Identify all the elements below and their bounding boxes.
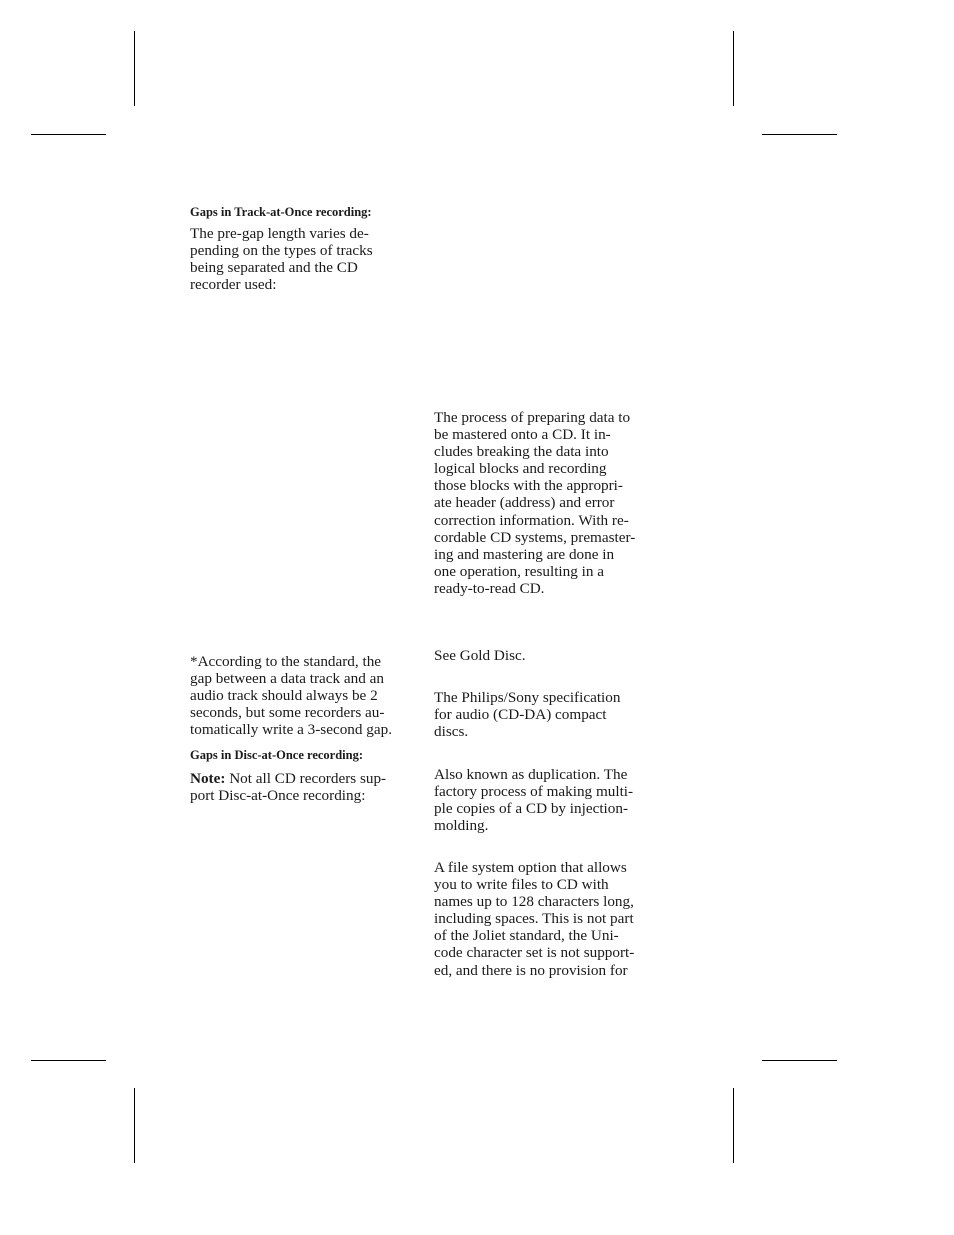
crop-mark-bottom-left-vertical (134, 1088, 135, 1163)
red-book-definition: The Philips/Sony specification for audio (CD-DA) compact discs. (434, 689, 621, 741)
crop-mark-bottom-right-horizontal (762, 1060, 837, 1061)
crop-mark-bottom-left-horizontal (31, 1060, 106, 1061)
see-gold-disc: See Gold Disc. (434, 647, 526, 664)
disc-at-once-note (190, 770, 422, 804)
crop-mark-top-right-horizontal (762, 134, 837, 135)
crop-mark-top-left-horizontal (31, 134, 106, 135)
crop-mark-top-right-vertical (733, 31, 734, 106)
disc-at-once-heading: Gaps in Disc-at-Once recording: (190, 748, 364, 762)
gap-footnote: *According to the standard, the gap between a data track and an audio track should always be 2 seconds, but some recorders au- tomatically write a 3-second gap. (190, 653, 393, 739)
note-label: Note: (190, 770, 226, 787)
replication-definition: Also known as duplication. The factory process of making multi- ple copies of a CD by injection- molding. (434, 766, 634, 835)
crop-mark-top-left-vertical (134, 31, 135, 106)
file-system-definition: A file system option that allows you to write files to CD with names up to 128 characters long, including spaces. This is not part of the Joliet standard, the Uni- code character set is not support- ed, and there is no provision for (434, 859, 635, 979)
track-at-once-text: The pre-gap length varies de- pending on the types of tracks being separated and the CD recorder used: (190, 225, 373, 294)
crop-mark-bottom-right-vertical (733, 1088, 734, 1163)
note-text: Not all CD recorders sup- port Disc-at-Once recording: (190, 770, 387, 805)
premastering-definition: The process of preparing data to be mastered onto a CD. It in- cludes breaking the data into logical blocks and recording those blocks with the appropri- ate header (address) and error correction information. With re- cordable CD systems, premaster- ing and mastering are done in one operation, resulting in a ready-to-read CD. (434, 409, 636, 597)
track-at-once-heading: Gaps in Track-at-Once recording: (190, 205, 372, 219)
